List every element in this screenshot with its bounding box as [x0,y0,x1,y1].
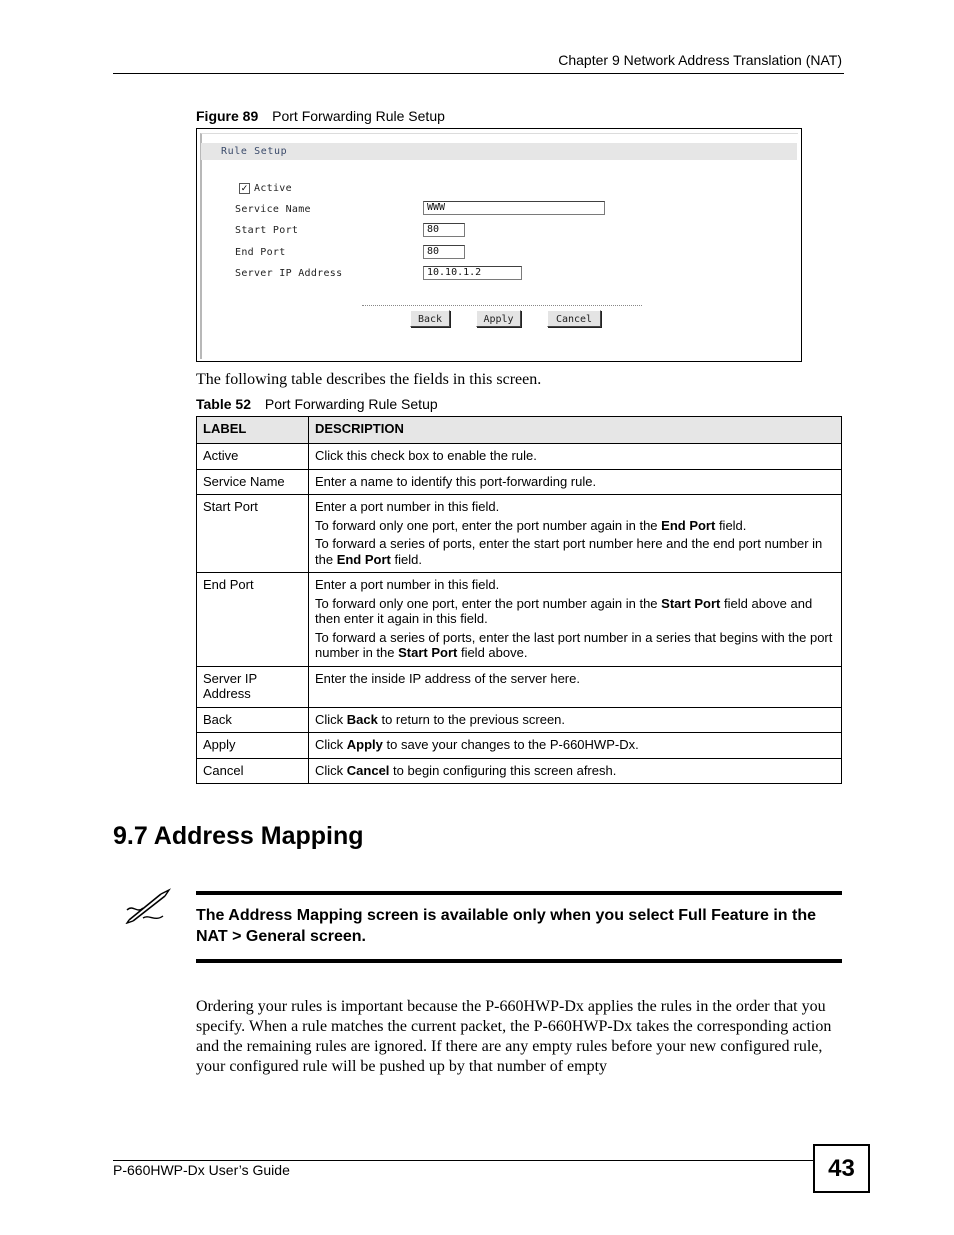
table-row [197,444,842,470]
description-paragraph [315,630,835,661]
description-text: to begin configuring this screen afresh. [389,762,617,778]
server-ip-label: Server IP Address [235,268,343,279]
chapter-header: Chapter 9 Network Address Translation (NAT) [558,52,842,68]
table-row [197,666,842,707]
bold-term: Start Port [398,645,458,660]
table-row [197,758,842,784]
section-heading: 9.7 Address Mapping [113,822,364,850]
table-row [197,733,842,759]
end-port-label: End Port [235,247,286,258]
bold-term: Apply [346,737,383,752]
bold-term: Cancel [346,762,390,778]
figure-caption [196,108,445,124]
row-label-cell: Back [197,707,309,733]
footer-rule [113,1160,813,1161]
end-port-input[interactable] [423,245,465,259]
description-text: To forward only one port, enter the port number again in the [315,517,662,533]
description-text: To forward a series of ports, enter the start port number here and the end port number in the [315,536,823,567]
description-paragraph: Enter a port number in this field. [315,577,500,592]
bold-term: Start Port [661,595,721,611]
description-text: field above and then enter it again in this field. [315,595,813,626]
description-text: field above. [457,645,528,660]
header-rule [113,73,844,74]
description-text: Click [315,711,347,727]
bold-term: Back [346,711,378,727]
description-paragraph: Enter a port number in this field. [315,499,500,514]
description-text: To forward a series of ports, enter the last port number in a series that begins with the port number in the [315,629,833,660]
button-separator [362,305,642,306]
description-text: field. [715,517,747,533]
intro-text: The following table describes the fields in this screen. [196,371,542,388]
row-description-cell [309,707,842,733]
note-top-rule [196,891,842,895]
row-label-cell: Active [197,444,309,470]
figure-label: Figure 89 [196,108,259,124]
description-text: Click [315,762,347,778]
table-label: Table 52 [196,396,251,412]
row-description-cell [309,495,842,573]
footer-guide-title: P-660HWP-Dx User’s Guide [113,1162,290,1178]
row-label-cell: Cancel [197,758,309,784]
active-checkbox[interactable]: ✓ [240,183,249,193]
row-description-cell [309,573,842,667]
pen-note-icon [125,888,173,924]
table-row [197,495,842,573]
description-paragraph: Enter the inside IP address of the server here. [315,670,580,686]
row-label-cell: Service Name [197,469,309,495]
row-description-cell [309,733,842,759]
bold-term: End Port [661,517,716,533]
description-paragraph [315,763,835,779]
field-description-table [196,416,842,784]
row-description-cell [309,666,842,707]
row-label-cell: Apply [197,733,309,759]
description-paragraph [315,712,835,728]
row-description-cell [309,758,842,784]
row-description-cell [309,444,842,470]
table-row [197,469,842,495]
table-row [197,573,842,667]
figure-title: Port Forwarding Rule Setup [272,108,445,124]
description-text: field. [390,551,422,567]
service-name-input[interactable] [423,201,605,215]
apply-button[interactable]: Apply [476,310,521,327]
body-paragraph: Ordering your rules is important because the P-660HWP-Dx applies the rules in the order that you specify. When a rule matches the current packet, the P-660HWP-Dx takes the corresponding action and the remaining rules are ignored. If there are any empty rules before your new configured rule, your configured rule will be pushed up by that number of empty [196,998,832,1075]
description-text: Click [315,737,347,752]
bold-term: End Port [336,551,391,567]
description-paragraph: Enter a name to identify this port-forwarding rule. [315,473,597,489]
row-label-cell: Start Port [197,495,309,573]
row-label-cell: End Port [197,573,309,667]
server-ip-input[interactable] [423,266,522,280]
description-text: to save your changes to the P-660HWP-Dx. [382,737,639,752]
label-column-header: LABEL [197,417,309,444]
table-caption [196,396,438,412]
note-text: The Address Mapping screen is available only when you select Full Feature in the NAT > General screen. [196,907,817,945]
row-label-cell: Server IP Address [197,666,309,707]
description-paragraph [315,536,835,567]
description-paragraph [315,596,835,627]
description-text: to return to the previous screen. [377,711,566,727]
description-paragraph [315,518,835,534]
rule-setup-title: Rule Setup [221,146,288,157]
start-port-input[interactable] [423,223,465,237]
rule-setup-title-bar [201,143,797,160]
note-bottom-rule [196,959,842,963]
description-text: To forward only one port, enter the port number again in the [315,595,662,611]
service-name-label: Service Name [235,204,311,215]
page-number: 43 [813,1144,870,1193]
table-title: Port Forwarding Rule Setup [264,396,438,412]
description-column-header: DESCRIPTION [309,417,842,444]
row-description-cell [309,469,842,495]
start-port-label: Start Port [235,225,299,236]
active-label: Active [254,183,292,194]
description-paragraph [315,737,835,753]
cancel-button[interactable]: Cancel [547,310,601,327]
rule-setup-screenshot [196,128,802,362]
back-button[interactable]: Back [410,310,450,327]
table-row [197,707,842,733]
description-paragraph: Click this check box to enable the rule. [315,448,537,463]
